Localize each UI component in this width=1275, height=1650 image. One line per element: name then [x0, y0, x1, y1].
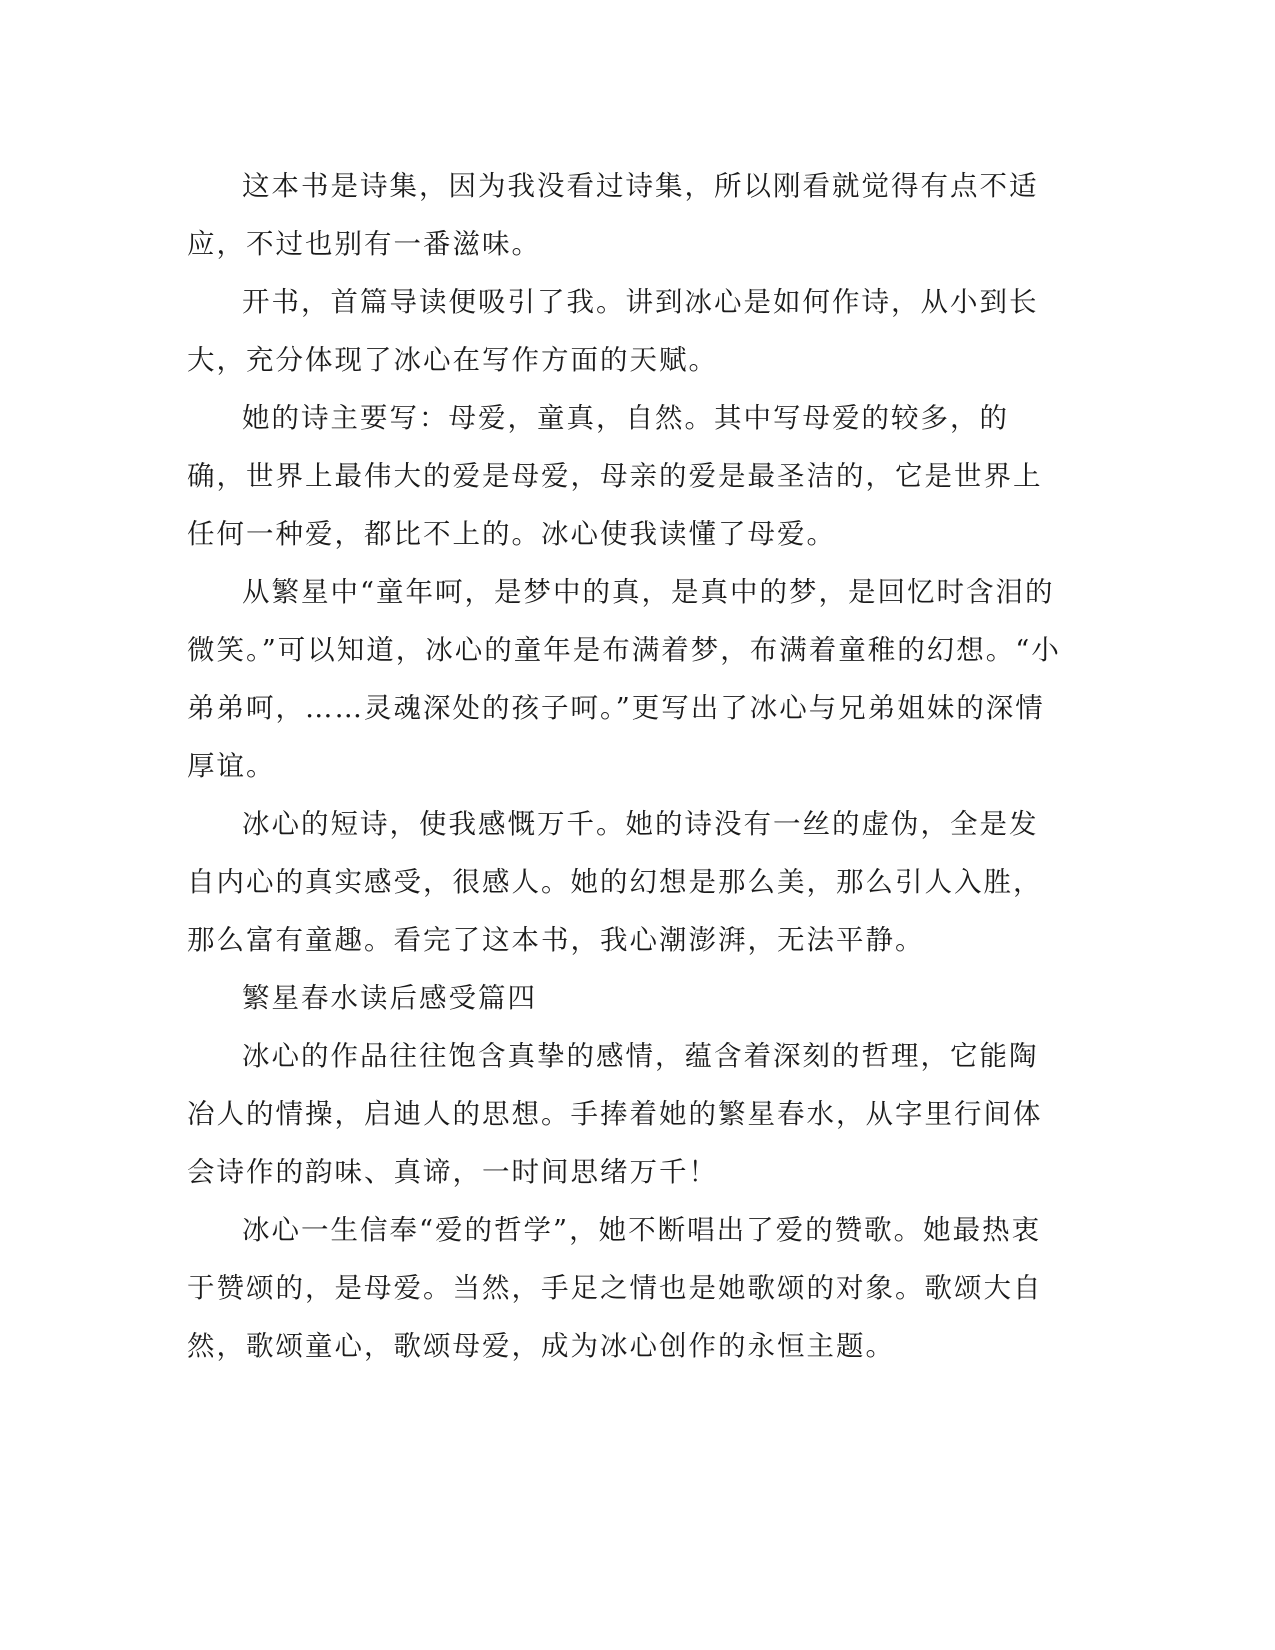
paragraph: 冰心的短诗，使我感慨万千。她的诗没有一丝的虚伪，全是发自内心的真实感受，很感人。她的幻想是那么美，那么引人入胜，那么富有童趣。看完了这本书，我心潮澎湃，无法平静。: [187, 808, 1043, 956]
paragraph: 冰心的作品往往饱含真挚的感情，蕴含着深刻的哲理，它能陶冶人的情操，启迪人的思想。手捧着她的繁星春水，从字里行间体会诗作的韵味、真谛，一时间思绪万千！: [187, 1040, 1043, 1188]
paragraph: 从繁星中“童年呵，是梦中的真，是真中的梦，是回忆时含泪的微笑。”可以知道，冰心的童年是布满着梦，布满着童稚的幻想。“小弟弟呵，……灵魂深处的孩子呵。”更写出了冰心与兄弟姐妹的深情厚谊。: [187, 576, 1061, 782]
section-heading: 繁星春水读后感受篇四: [242, 982, 537, 1014]
paragraph: 开书，首篇导读便吸引了我。讲到冰心是如何作诗，从小到长大，充分体现了冰心在写作方面的天赋。: [187, 286, 1039, 376]
paragraph: 这本书是诗集，因为我没看过诗集，所以刚看就觉得有点不适应，不过也别有一番滋味。: [187, 170, 1039, 260]
paragraph: 她的诗主要写：母爱，童真，自然。其中写母爱的较多，的确，世界上最伟大的爱是母爱，母亲的爱是最圣洁的，它是世界上任何一种爱，都比不上的。冰心使我读懂了母爱。: [187, 402, 1043, 550]
paragraph: 冰心一生信奉“爱的哲学”，她不断唱出了爱的赞歌。她最热衷于赞颂的，是母爱。当然，手足之情也是她歌颂的对象。歌颂大自然，歌颂童心，歌颂母爱，成为冰心创作的永恒主题。: [187, 1214, 1043, 1362]
document-body: [187, 157, 1067, 1375]
